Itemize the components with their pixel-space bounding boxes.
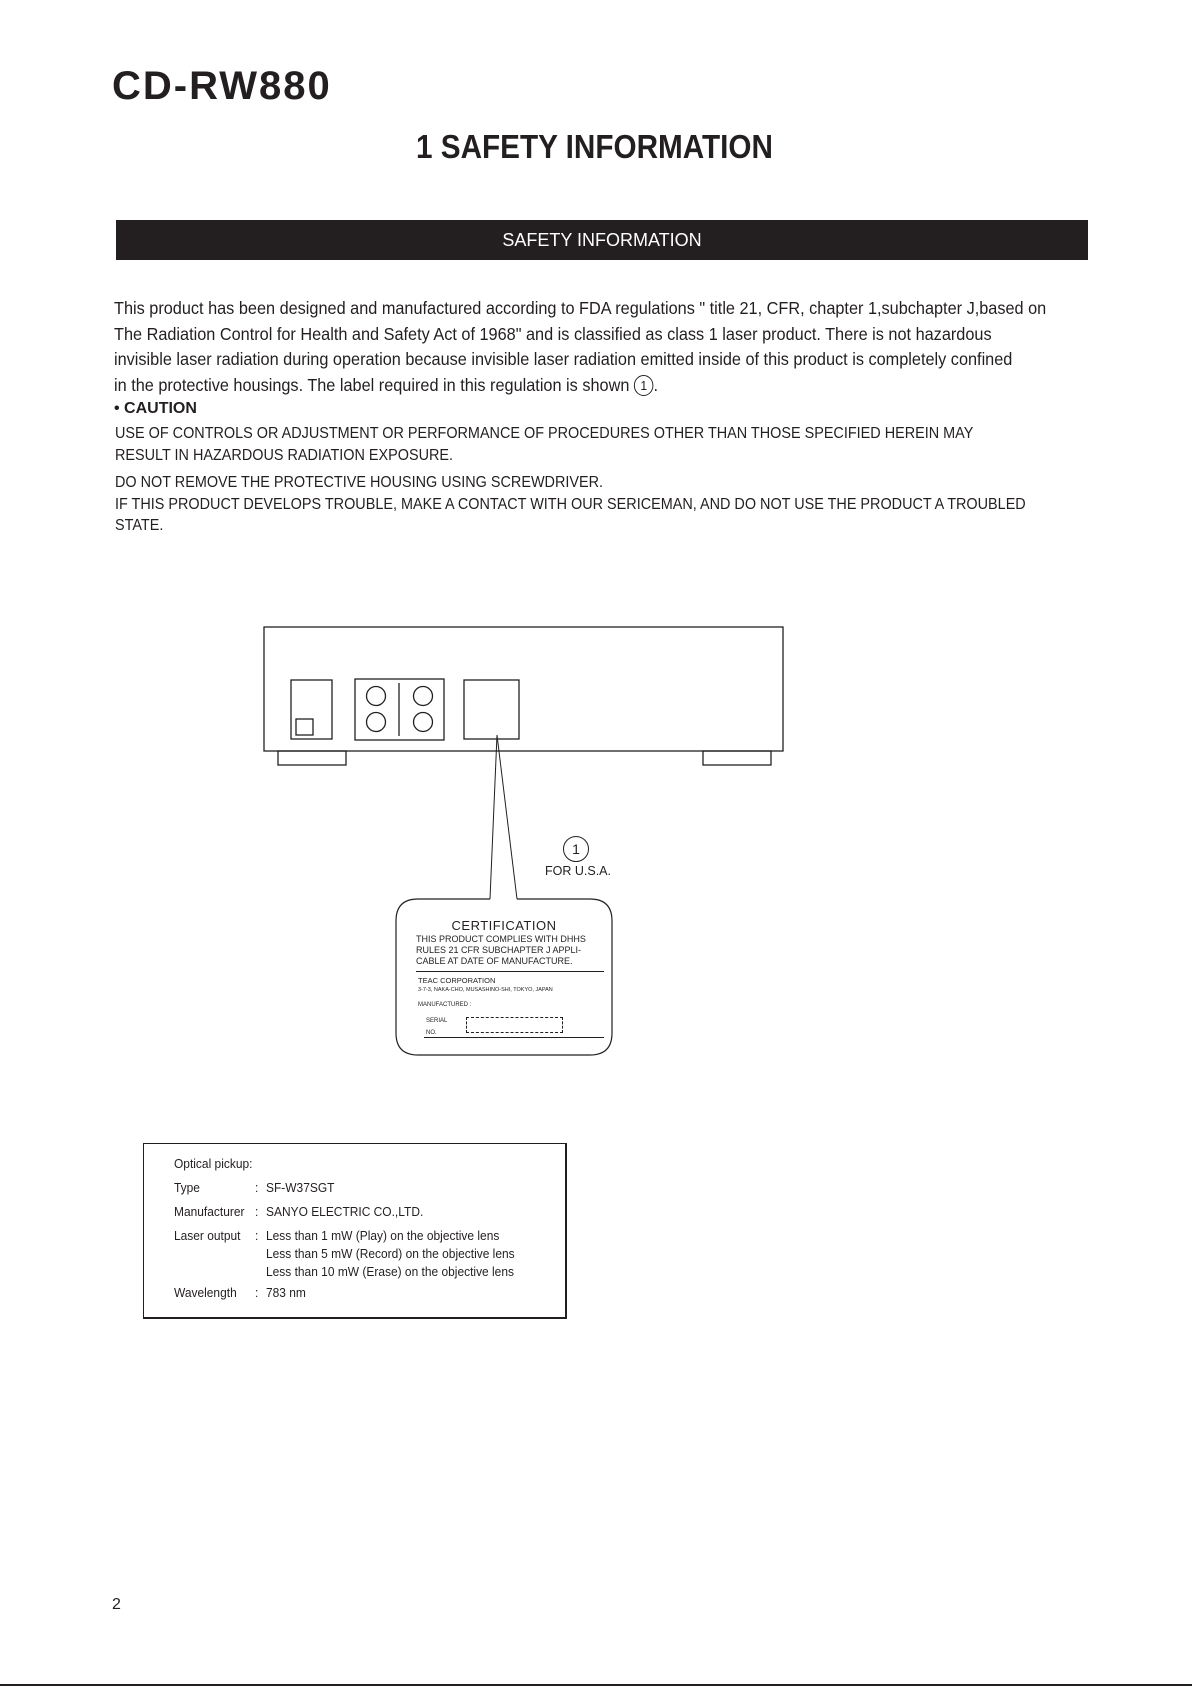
intro-line: in the protective housings. The label required in this regulation is shown xyxy=(114,374,630,395)
spec-row-type xyxy=(174,1176,515,1200)
rca-jacks-icon xyxy=(355,679,444,740)
intro-end-period: . xyxy=(653,374,658,395)
page-number: 2 xyxy=(112,1596,121,1613)
section-banner-label: SAFETY INFORMATION xyxy=(502,229,702,250)
spec-row-wavelength xyxy=(174,1281,515,1305)
caution-line: DO NOT REMOVE THE PROTECTIVE HOUSING USING SCREWDRIVER. xyxy=(115,474,604,491)
model-name: CD-RW880 xyxy=(112,64,332,108)
certification-body-line: CABLE AT DATE OF MANUFACTURE. xyxy=(416,956,573,966)
label-area-icon xyxy=(464,680,519,739)
certification-body-line: THIS PRODUCT COMPLIES WITH DHHS xyxy=(416,934,586,944)
spec-row-laser-output xyxy=(174,1224,515,1281)
certification-label xyxy=(396,898,612,1055)
certification-manufactured: MANUFACTURED : xyxy=(418,1002,472,1008)
spec-title: Optical pickup: xyxy=(174,1156,253,1171)
callout-region-label: FOR U.S.A. xyxy=(545,864,611,878)
certification-title: CERTIFICATION xyxy=(451,918,557,933)
certification-address: 3-7-3, NAKA-CHO, MUSASHINO-SHI, TOKYO, JAPAN xyxy=(418,987,553,993)
caution-line: RESULT IN HAZARDOUS RADIATION EXPOSURE. xyxy=(115,446,454,464)
spec-row-manufacturer xyxy=(174,1200,515,1224)
intro-line: The Radiation Control for Health and Safety Act of 1968" and is classified as class 1 laser product. There is not hazardous xyxy=(114,323,992,344)
certification-company: TEAC CORPORATION xyxy=(418,976,496,985)
spec-value: Less than 1 mW (Play) on the objective lens xyxy=(266,1228,500,1243)
certification-divider xyxy=(416,971,604,972)
spec-colon: : xyxy=(254,1228,259,1243)
spec-value: Less than 10 mW (Erase) on the objective lens xyxy=(266,1264,514,1279)
certification-body-line: RULES 21 CFR SUBCHAPTER J APPLI- xyxy=(416,945,582,955)
spec-label: Manufacturer xyxy=(174,1204,245,1219)
serial-no-label: NO. xyxy=(426,1030,437,1036)
chapter-title: 1 SAFETY INFORMATION xyxy=(416,128,773,165)
spec-colon: : xyxy=(254,1204,259,1219)
spec-label: Wavelength xyxy=(174,1285,237,1300)
serial-label: SERIAL xyxy=(426,1018,448,1024)
caution-line: STATE. xyxy=(115,517,164,534)
spec-label: Type xyxy=(174,1180,200,1195)
serial-number-box xyxy=(466,1017,563,1033)
callout-number-circle: 1 xyxy=(563,836,589,862)
caution-line: IF THIS PRODUCT DEVELOPS TROUBLE, MAKE A CONTACT WITH OUR SERICEMAN, AND DO NOT USE THE PRODUCT A TROUBLED xyxy=(115,495,1026,513)
label-reference-circle: 1 xyxy=(634,375,654,396)
spec-colon: : xyxy=(254,1180,259,1195)
spec-value: Less than 5 mW (Record) on the objective lens xyxy=(266,1246,515,1261)
spec-label: Laser output xyxy=(174,1228,241,1243)
certification-body xyxy=(416,934,586,967)
spec-value: SANYO ELECTRIC CO.,LTD. xyxy=(266,1204,424,1219)
certification-serial-label xyxy=(426,1015,447,1039)
callout-leader xyxy=(490,735,517,899)
intro-line: invisible laser radiation during operation because invisible laser radiation emitted inside of this product is completely confined xyxy=(114,349,1013,369)
spec-value: SF-W37SGT xyxy=(266,1180,335,1195)
caution-heading: • CAUTION xyxy=(114,400,197,417)
spec-value: 783 nm xyxy=(266,1285,306,1300)
intro-line: This product has been designed and manufactured according to FDA regulations " title 21, CFR, chapter 1,subchapter J,based on xyxy=(114,298,1047,318)
power-socket-icon xyxy=(291,680,332,739)
certification-bottom-divider xyxy=(424,1037,604,1038)
optical-pickup-spec-box xyxy=(143,1143,567,1319)
device-outline xyxy=(264,627,783,765)
caution-line: USE OF CONTROLS OR ADJUSTMENT OR PERFORMANCE OF PROCEDURES OTHER THAN THOSE SPECIFIED HEREIN MAY xyxy=(115,425,974,442)
spec-colon: : xyxy=(254,1285,259,1300)
